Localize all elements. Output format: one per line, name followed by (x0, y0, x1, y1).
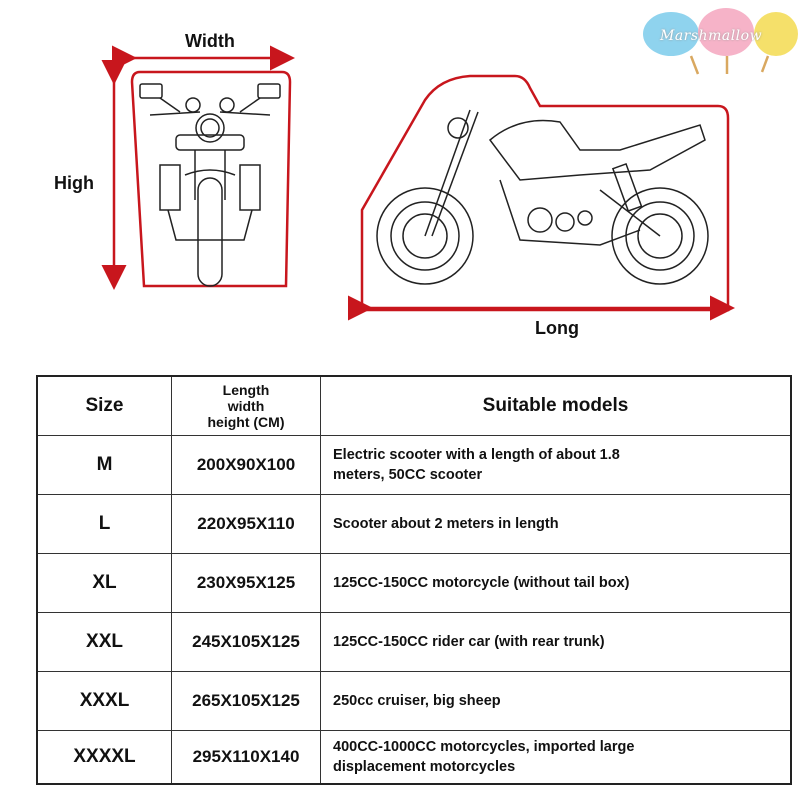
size-cell: XXXXL (37, 731, 172, 785)
size-cell: L (37, 495, 172, 554)
dimensions-cell: 295X110X140 (172, 731, 321, 785)
models-cell (321, 731, 792, 785)
size-cell: M (37, 436, 172, 495)
table-row (37, 436, 791, 495)
table-row (37, 731, 791, 785)
models-cell: Scooter about 2 meters in length (321, 495, 792, 554)
table-row (37, 672, 791, 731)
table-row (37, 613, 791, 672)
models-cell: 125CC-150CC rider car (with rear trunk) (321, 613, 792, 672)
models-text: 400CC-1000CC motorcycles, imported large displacement motorcycles (333, 739, 635, 775)
models-text: Electric scooter with a length of about 1.8 meters, 50CC scooter (333, 447, 620, 483)
header-models: Suitable models (321, 376, 792, 436)
size-diagram (0, 0, 800, 360)
models-cell (321, 436, 792, 495)
height-label: High (54, 173, 94, 193)
table-row (37, 554, 791, 613)
dimensions-cell: 265X105X125 (172, 672, 321, 731)
models-cell: 250cc cruiser, big sheep (321, 672, 792, 731)
front-motorcycle-drawing (140, 84, 280, 286)
header-dimensions (172, 376, 321, 436)
dimensions-cell: 245X105X125 (172, 613, 321, 672)
size-cell: XL (37, 554, 172, 613)
dimensions-cell: 220X95X110 (172, 495, 321, 554)
header-dimensions-line2: width (227, 398, 265, 414)
table-row (37, 495, 791, 554)
width-label: Width (185, 31, 235, 51)
size-chart-table (36, 375, 792, 785)
header-dimensions-line3: height (CM) (207, 414, 285, 430)
logo-text: Marshmallow (660, 28, 763, 44)
dimensions-cell: 230X95X125 (172, 554, 321, 613)
length-label: Long (535, 318, 579, 338)
dimensions-cell: 200X90X100 (172, 436, 321, 495)
size-cell: XXL (37, 613, 172, 672)
header-size: Size (37, 376, 172, 436)
table-header-row (37, 376, 791, 436)
header-dimensions-line1: Length (222, 382, 270, 398)
models-cell: 125CC-150CC motorcycle (without tail box) (321, 554, 792, 613)
side-motorcycle-drawing (377, 110, 708, 284)
size-cell: XXXL (37, 672, 172, 731)
